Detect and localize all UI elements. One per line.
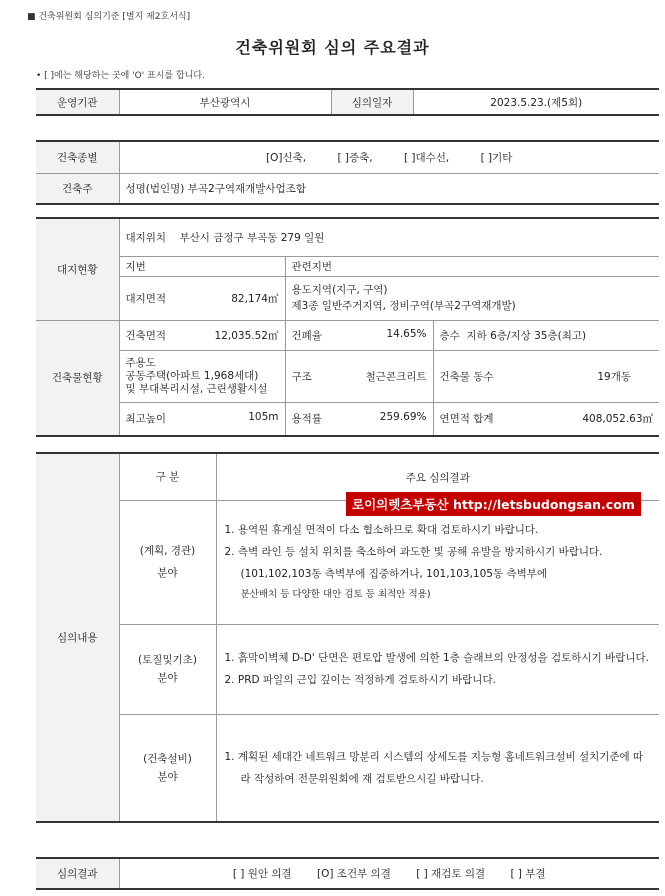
category-mechanical-line2: 분야 <box>157 770 178 783</box>
coverage-label: 건폐율 <box>291 329 322 342</box>
site-location-value: 부산시 금정구 부곡동 279 일원 <box>179 231 325 244</box>
main-use-line3: 및 부대복리시설, 근린생활시설 <box>125 382 268 395</box>
planning-item-1: 1. 용역원 휴게실 면적이 다소 협소하므로 확대 검토하시기 바랍니다. <box>224 524 539 536</box>
mechanical-results <box>216 714 659 822</box>
gfa-label: 연면적 합계 <box>439 413 494 426</box>
lot-label: 지번 <box>119 256 285 276</box>
geotech-item-2: 2. PRD 파일의 근입 깊이는 적정하게 검토하시기 바랍니다. <box>224 674 496 686</box>
category-planning-line2: 분야 <box>157 567 178 579</box>
category-header: 구 분 <box>119 453 216 500</box>
site-label: 대지현황 <box>36 218 119 320</box>
result-option-conditional: [O] 조건부 의결 <box>317 868 391 880</box>
geotech-item-1: 1. 흙막이벽체 D-D' 단면은 편토압 발생에 의한 1층 슬래브의 안정성을 검토하시기 바랍니다. <box>224 652 649 664</box>
main-use-line1: 주용도 <box>125 356 156 369</box>
category-planning <box>119 500 216 624</box>
building-type-label: 건축종별 <box>36 141 119 173</box>
zoning-line1: 용도지역(지구, 구역) <box>291 284 388 296</box>
far-label: 용적률 <box>291 413 322 426</box>
org-value: 부산광역시 <box>119 89 331 115</box>
site-area-label: 대지면적 <box>125 292 167 305</box>
site-building-table <box>36 217 659 437</box>
result-label: 심의결과 <box>36 858 119 889</box>
category-mechanical <box>119 714 216 822</box>
floors-label: 층수 <box>439 329 460 342</box>
build-area-value: 12,035.52㎡ <box>214 329 279 342</box>
review-label: 심의내용 <box>36 453 119 822</box>
category-geotech-line2: 분야 <box>157 672 178 684</box>
owner-label: 건축주 <box>36 173 119 204</box>
gfa-value: 408,052.63㎡ <box>582 413 653 426</box>
date-label: 심의일자 <box>331 89 413 115</box>
build-area <box>119 320 285 350</box>
type-option-other: [ ]기타 <box>480 151 513 164</box>
building-label: 건축물현황 <box>36 320 119 436</box>
owner-value: 성명(법인명) 부곡2구역재개발사업조합 <box>119 173 659 204</box>
planning-item-2-cont: 분산배치 등 다양한 대안 검토 등 최적안 적용) <box>240 589 431 600</box>
structure <box>285 350 433 402</box>
floors-value: 지하 6층/지상 35층(최고) <box>466 329 587 342</box>
planning-results <box>216 500 659 624</box>
planning-item-2: 2. 측벽 라인 등 설치 위치를 축소하여 과도한 빛 공해 유발을 방지하시기 바랍니다.(101,102,103동 측벽부에 집중하거나, 101,103,105동 측벽부에 <box>224 546 603 580</box>
site-area-value: 82,174㎡ <box>231 292 279 305</box>
geotech-results <box>216 624 659 714</box>
max-height-label: 최고높이 <box>125 413 167 426</box>
date-value: 2023.5.23.(제5회) <box>413 89 659 115</box>
category-geotech <box>119 624 216 714</box>
result-option-original: [ ] 원안 의결 <box>232 868 292 880</box>
building-type-table <box>36 140 659 205</box>
result-table <box>36 857 659 890</box>
building-type-options <box>119 141 659 173</box>
max-height-value: 105m <box>248 411 279 424</box>
floor-area-ratio <box>285 402 433 436</box>
building-count-label: 건축물 동수 <box>439 370 494 383</box>
org-label: 운영기관 <box>36 89 119 115</box>
instruction-note: • [ ]에는 해당하는 곳에 'O' 표시를 합니다. <box>36 71 205 81</box>
category-geotech-line1: (토질및기초) <box>138 654 197 666</box>
type-option-extension: [ ]증축, <box>337 151 373 164</box>
structure-value: 철근콘크리트 <box>365 370 427 383</box>
site-area <box>119 276 285 320</box>
floors <box>433 320 659 350</box>
category-mechanical-line1: (건축설비) <box>143 752 192 765</box>
coverage <box>285 320 433 350</box>
main-use-line2: 공동주택(아파트 1,968세대) <box>125 369 259 382</box>
building-count <box>433 350 659 402</box>
site-location-label: 대지위치 <box>125 231 167 244</box>
structure-label: 구조 <box>291 370 312 383</box>
zoning-info <box>285 276 659 320</box>
watermark-banner: 로이의렛츠부동산 http://letsbudongsan.com <box>346 492 641 516</box>
site-location <box>119 218 659 256</box>
far-value: 259.69% <box>379 411 427 424</box>
max-height <box>119 402 285 436</box>
coverage-value: 14.65% <box>386 327 427 340</box>
result-header: 주요 심의결과 <box>216 453 659 500</box>
category-planning-line1: (계획, 경관) <box>139 545 196 557</box>
result-option-rereview: [ ] 재검토 의결 <box>416 868 486 880</box>
result-options <box>119 858 659 889</box>
gross-floor-area <box>433 402 659 436</box>
document-title: 건축위원회 심의 주요결과 <box>235 38 430 57</box>
mechanical-item-1: 1. 계획된 세대간 네트워크 망분리 시스템의 상세도를 지능형 홈네트워크설비 설치기준에 따라 작성하여 전문위원회에 재 검토받으시길 바랍니다. <box>224 750 644 785</box>
building-count-value: 19개동 <box>597 370 631 383</box>
basic-info-table <box>36 88 659 116</box>
type-option-new: [O]신축, <box>266 151 307 164</box>
build-area-label: 건축면적 <box>125 329 167 342</box>
zoning-line2: 제3종 일반주거지역, 정비구역(부곡2구역재개발) <box>291 300 516 312</box>
related-lot-label: 관련지번 <box>285 256 659 276</box>
form-header: ■ 건축위원회 심의기준 [별지 제2호서식] <box>27 12 191 22</box>
main-use <box>119 350 285 402</box>
type-option-renovation: [ ]대수선, <box>403 151 450 164</box>
result-option-rejected: [ ] 부결 <box>510 868 546 880</box>
